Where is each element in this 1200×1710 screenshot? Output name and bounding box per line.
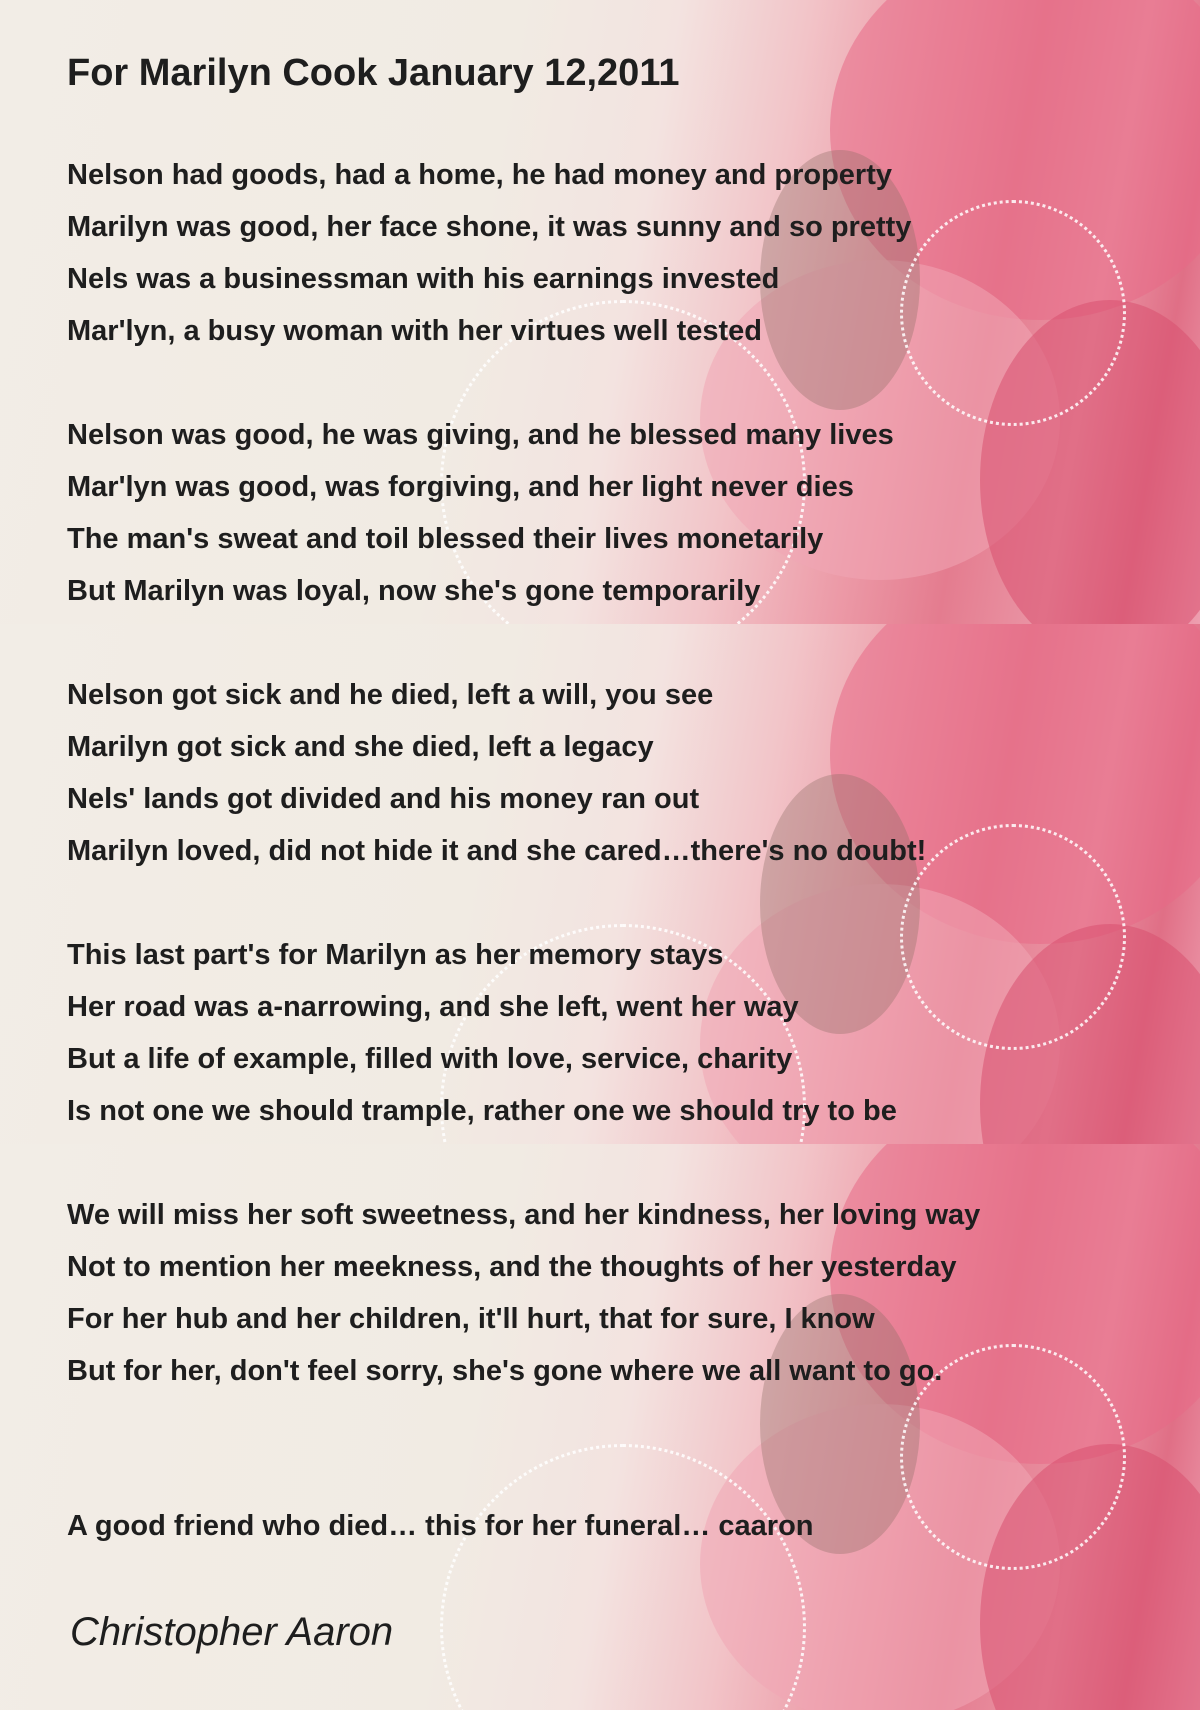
poem-line: The man's sweat and toil blessed their lives monetarily: [67, 523, 824, 555]
poem-line: But a life of example, filled with love, service, charity: [67, 1043, 793, 1075]
poem-line: Marilyn got sick and she died, left a legacy: [67, 731, 654, 763]
poem-line: Not to mention her meekness, and the thoughts of her yesterday: [67, 1251, 957, 1283]
author-name: Christopher Aaron: [70, 1610, 394, 1654]
poem-line: But for her, don't feel sorry, she's gone where we all want to go.: [67, 1355, 943, 1387]
poem-line: For her hub and her children, it'll hurt, that for sure, I know: [67, 1303, 875, 1335]
stanza-1: [67, 149, 911, 357]
stanza-2: [67, 409, 894, 617]
poem-line: Nelson got sick and he died, left a will, you see: [67, 679, 714, 711]
stanza-4: [67, 929, 897, 1137]
poem-line: Marilyn was good, her face shone, it was sunny and so pretty: [67, 211, 912, 243]
poem-line: Mar'lyn, a busy woman with her virtues well tested: [67, 315, 763, 347]
poem-line: Is not one we should trample, rather one we should try to be: [67, 1095, 897, 1127]
stanza-5: [67, 1189, 980, 1397]
poem-line: Her road was a-narrowing, and she left, went her way: [67, 991, 799, 1023]
poem-line: Nels was a businessman with his earnings invested: [67, 263, 780, 295]
poem-title: For Marilyn Cook January 12,2011: [67, 52, 680, 94]
author-note: A good friend who died… this for her funeral… caaron: [67, 1510, 814, 1542]
poem-line: Mar'lyn was good, was forgiving, and her light never dies: [67, 471, 854, 503]
poem-line: Nelson was good, he was giving, and he blessed many lives: [67, 419, 894, 451]
poem-line: Nelson had goods, had a home, he had money and property: [67, 159, 892, 191]
stanza-3: [67, 669, 926, 877]
poem-line: Nels' lands got divided and his money ran out: [67, 783, 700, 815]
poem-line: But Marilyn was loyal, now she's gone temporarily: [67, 575, 761, 607]
poem-line: This last part's for Marilyn as her memory stays: [67, 939, 724, 971]
poem-line: We will miss her soft sweetness, and her kindness, her loving way: [67, 1199, 981, 1231]
poem-line: Marilyn loved, did not hide it and she cared…there's no doubt!: [67, 835, 927, 867]
